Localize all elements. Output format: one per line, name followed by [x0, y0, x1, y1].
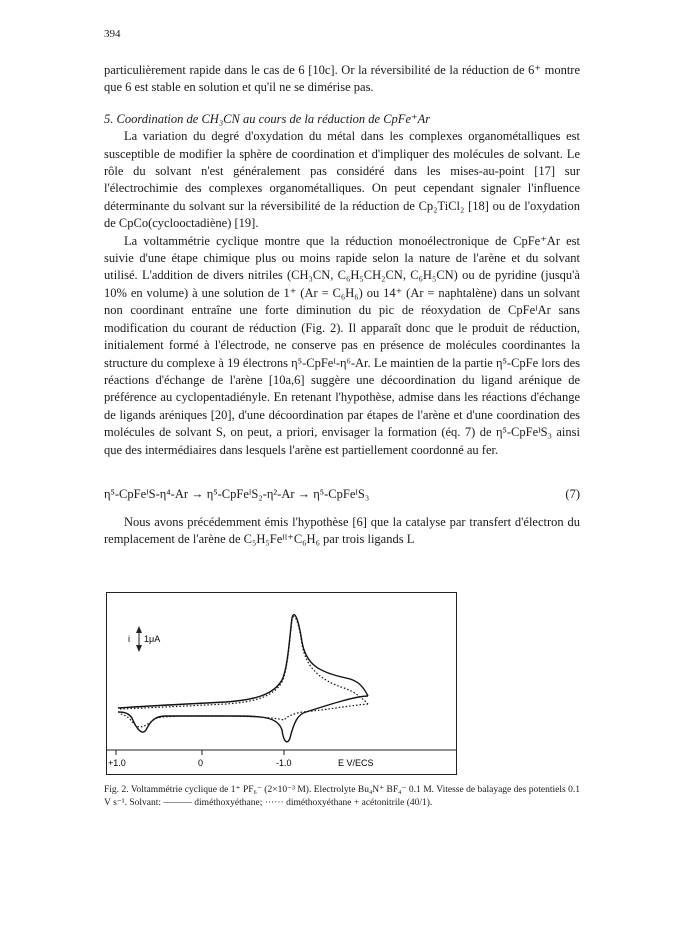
tick-label-zero: 0 — [198, 758, 204, 768]
paragraph-1: La variation du degré d'oxydation du métal dans les complexes organométalliques est susceptible de modifier la sphère de coordination et d'impliquer des molécules de solvant. Le rôle du solvant n'est généralement pas considéré dans les mises-au-point [17] sur l'électrochimie des complexes organométalliques. On peut cependant signaler l'influence déterminante du solvant sur la réversibilité de la réduction de Cp₂TiCl₂ [18] ou de l'oxydation de CpCo(cyclooctadiène) [19]. — [104, 129, 580, 231]
paragraph-3: Nous avons précédemment émis l'hypothèse [6] que la catalyse par transfert d'électron du remplacement de l'arène de C₅H₅Feᴵᴵ⁺C₆H₆ par trois ligands L — [104, 515, 580, 547]
equation-7 — [104, 487, 580, 502]
paragraph-2: La voltammétrie cyclique montre que la réduction monoélectronique de CpFe⁺Ar est suivie d'une étape chimique plus ou moins rapide selon la nature de l'arène et du solvant utilisé. L'addition de divers nitriles (CH₃CN, C₆H₅CH₂CN, C₆H₅CN) ou de pyridine (jusqu'à 10% en volume) à une solution de 1⁺ (Ar = C₆H₆) ou 14⁺ (Ar = naphtalène) dans un solvant non coordinant entraîne une forte diminution du pic de réoxydation de CpFeᴵAr sans modification du courant de réduction (Fig. 2). Il apparaît donc que le produit de réduction, initialement formé à l'électrode, ne conserve pas en présence de molécules coordinantes la structure du complexe à 19 électrons η⁵-CpFeᴵ-η⁶-Ar. Le maintien de la partie η⁵-CpFe lors des réactions d'échange de l'arène [10a,6] suggère une décoordination du ligand arénique de préférence au cyclopentadiényle. En retenant l'hypothèse, admise dans les réactions d'échange de ligands aréniques [20], d'une décoordination par étapes de l'arène et d'une coordination des molécules de solvant S, on peut, a priori, envisager la formation (éq. 7) de η⁵-CpFeᴵS₃ ainsi que des intermédiaires dans lesquels l'arène est partiellement coordonné au fer. — [104, 233, 580, 457]
current-scale-bar — [128, 626, 160, 652]
paragraph-3-block — [104, 514, 580, 549]
equation-text: η⁵-CpFeᴵS-η⁴-Ar → η⁵-CpFeᴵS₂-η²-Ar → η⁵-CpFeᴵS₃ — [104, 487, 370, 501]
current-scale-value: 1μA — [144, 634, 161, 644]
tick-label-plus-1: +1.0 — [108, 758, 126, 768]
tick-label-minus-1: -1.0 — [276, 758, 292, 768]
intro-paragraph: particulièrement rapide dans le cas de 6 [10c]. Or la réversibilité de la réduction de 6⁺ montre que 6 est stable en solution et qu'il ne se dimérise pas. — [104, 63, 580, 95]
current-label: i — [128, 634, 130, 644]
x-axis-label: E V/ECS — [338, 758, 374, 768]
figure-frame — [107, 593, 457, 775]
equation-number: (7) — [565, 487, 580, 501]
body-text — [104, 62, 580, 459]
voltammogram-figure — [106, 592, 457, 775]
page-number: 394 — [104, 28, 121, 40]
section-heading: 5. Coordination de CH₃CN au cours de la réduction de CpFe⁺Ar — [104, 111, 431, 126]
figure-caption: Fig. 2. Voltammétrie cyclique de 1⁺ PF₆⁻ (2×10⁻³ M). Electrolyte Bu₄N⁺ BF₄⁻ 0.1 M. Vitesse de balayage des potentiels 0.1 V s⁻¹. Solvant: ——— diméthoxyéthane; ······ diméthoxyéthane + acétonitrile (40/1). — [104, 785, 580, 808]
